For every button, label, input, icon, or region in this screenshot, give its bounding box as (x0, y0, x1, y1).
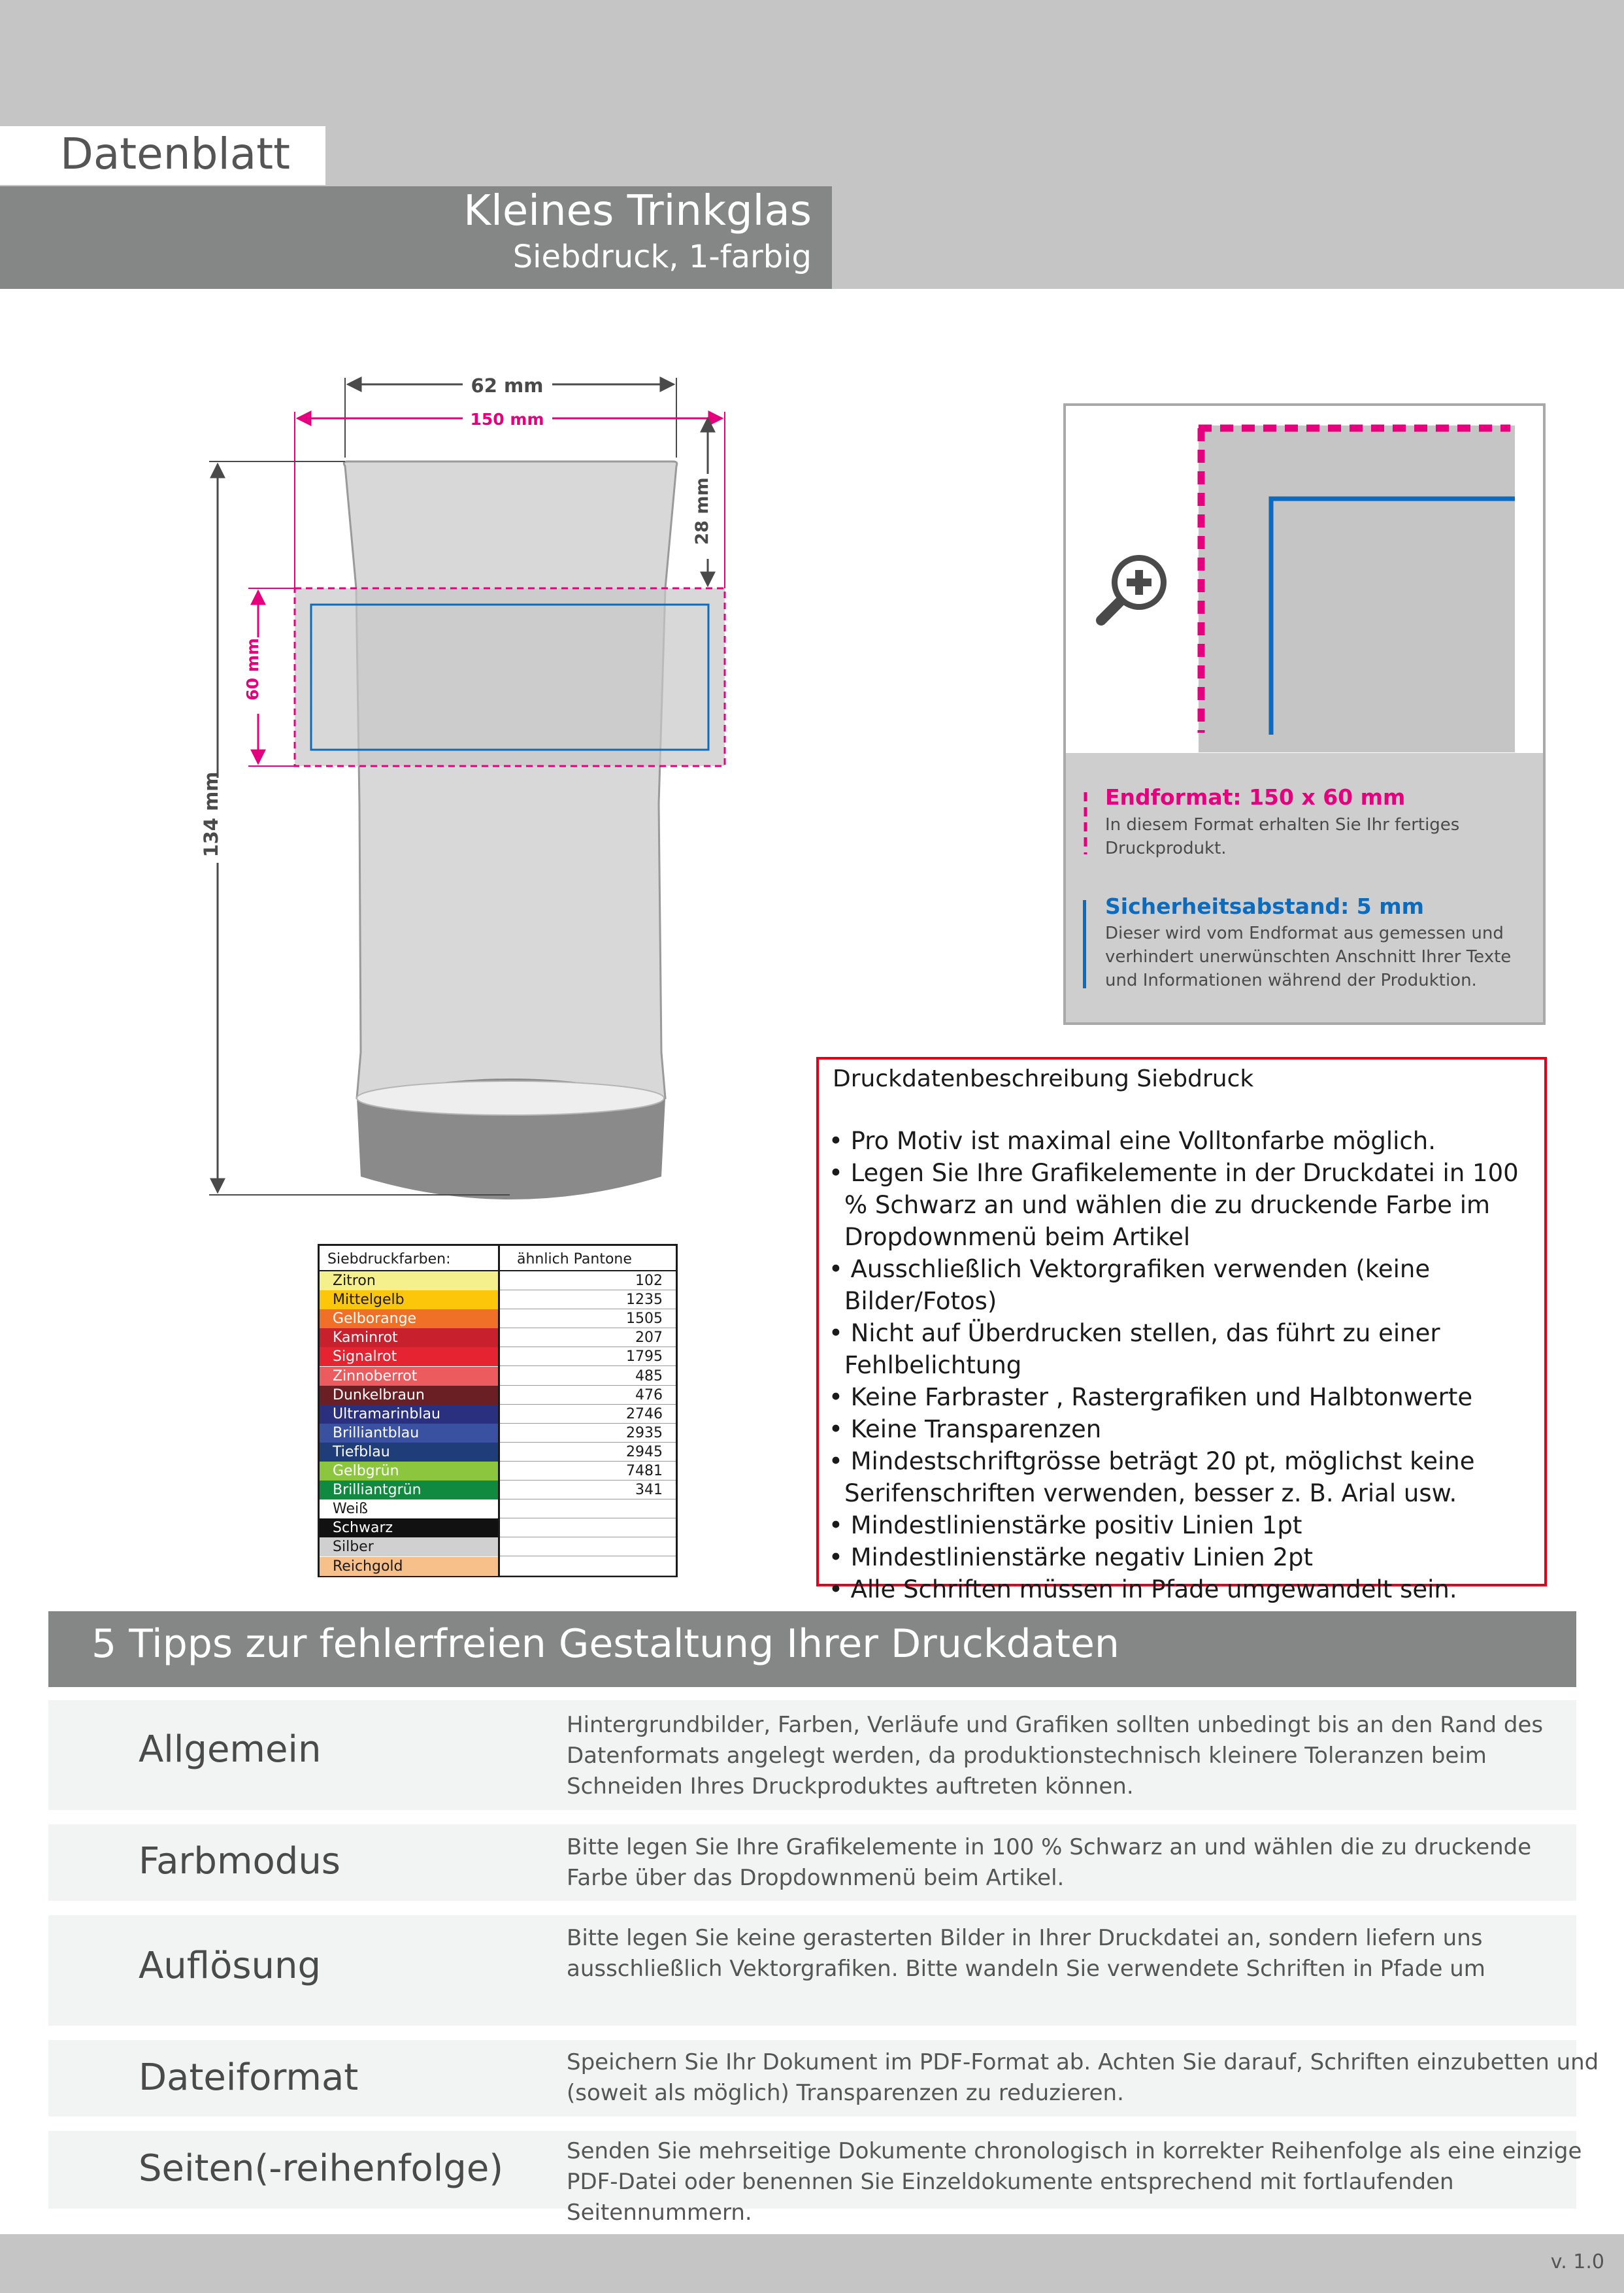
color-name: Brilliantgrün (320, 1481, 498, 1499)
color-name: Ultramarinblau (320, 1405, 498, 1424)
list-item: • Mindestlinienstärke negativ Linien 2pt (829, 1543, 1314, 1571)
dim-height-label: 134 mm (200, 771, 222, 858)
zoom-detail (1066, 406, 1543, 753)
safety-title: Sicherheitsabstand: 5 mm (1105, 894, 1424, 919)
tip-label: Seiten(-reihenfolge) (139, 2147, 504, 2190)
pantone-value: 1795 (500, 1347, 676, 1366)
table-header-name: Siebdruckfarben: (327, 1251, 451, 1267)
color-name: Zitron (320, 1271, 498, 1290)
tip-row-seiten (48, 2131, 1582, 2226)
endformat-text: In diesem Format erhalten Sie Ihr fertiges Druckprodukt. (1105, 815, 1460, 858)
tip-label: Dateiformat (139, 2056, 359, 2099)
endformat-dashed-marker (1082, 792, 1089, 854)
list-item: • Mindestlinienstärke positiv Linien 1pt (829, 1511, 1302, 1539)
pantone-value: 2746 (500, 1405, 676, 1424)
pantone-value: 485 (500, 1367, 676, 1386)
pantone-value (500, 1537, 676, 1556)
list-item: • Legen Sie Ihre Grafikelemente in der Druckdatei in 100 % Schwarz an und wählen die zu druckende Farbe im Dropdownmenü beim Artikel (829, 1159, 1519, 1251)
glass-base-ellipse (357, 1081, 664, 1115)
pantone-value: 207 (500, 1328, 676, 1347)
dim-width-label: 62 mm (471, 375, 544, 397)
pantone-value: 1505 (500, 1309, 676, 1328)
list-item: • Keine Farbraster , Rastergrafiken und Halbtonwerte (829, 1383, 1473, 1411)
list-item: • Mindestschriftgrösse beträgt 20 pt, möglichst keine Serifenschriften verwenden, besser z. B. Arial usw. (829, 1447, 1475, 1507)
color-name: Tiefblau (320, 1443, 498, 1462)
tip-label: Allgemein (139, 1728, 322, 1771)
color-name: Brilliantblau (320, 1424, 498, 1443)
tip-row-allgemein (48, 1700, 1576, 1810)
tip-row-dateiformat (48, 2040, 1599, 2117)
safety-marker (1083, 900, 1086, 988)
pantone-value: 7481 (500, 1462, 676, 1481)
doc-label: Datenblatt (60, 129, 291, 179)
tip-text: Speichern Sie Ihr Dokument im PDF-Format ab. Achten Sie darauf, Schriften einzubetten und (soweit als möglich) Transparenzen zu reduzieren. (567, 2049, 1599, 2106)
color-name: Gelbgrün (320, 1462, 498, 1481)
color-name: Silber (320, 1537, 498, 1556)
color-name: Schwarz (320, 1518, 498, 1537)
colors-table (318, 1244, 678, 1577)
color-name: Dunkelbraun (320, 1386, 498, 1405)
list-item: • Pro Motiv ist maximal eine Volltonfarbe möglich. (829, 1127, 1436, 1155)
glass-body (344, 461, 677, 1105)
product-title: Kleines Trinkglas (463, 187, 812, 235)
color-name: Kaminrot (320, 1328, 498, 1347)
dim-top-offset-label: 28 mm (692, 477, 712, 545)
tip-label: Farbmodus (139, 1840, 340, 1883)
print-description-list (829, 1125, 1541, 1605)
safety-text: Dieser wird vom Endformat aus gemessen und verhindert unerwünschten Anschnitt Ihrer Texte und Informationen während der Produktion. (1105, 924, 1512, 990)
pantone-value: 1235 (500, 1290, 676, 1309)
pantone-value: 476 (500, 1386, 676, 1405)
zoom-legend-info (1066, 753, 1543, 1022)
print-description-title: Druckdatenbeschreibung Siebdruck (833, 1065, 1254, 1092)
pantone-value: 102 (500, 1271, 676, 1290)
tip-text: Hintergrundbilder, Farben, Verläufe und Grafiken sollten unbedingt bis an den Rand des Datenformats angelegt werden, da produktionstechnisch kleinere Toleranzen beim Schneiden Ihres Druckproduktes auftreten können. (567, 1712, 1544, 1799)
list-item: • Alle Schriften müssen in Pfade umgewandelt sein. (829, 1575, 1457, 1603)
dim-print-height-label: 60 mm (243, 638, 262, 701)
print-area (295, 588, 725, 766)
pantone-value: 2935 (500, 1424, 676, 1443)
product-subtitle: Siebdruck, 1-farbig (512, 239, 812, 275)
dim-print-width-label: 150 mm (470, 410, 544, 429)
tip-text: Senden Sie mehrseitige Dokumente chronologisch in korrekter Reihenfolge als eine einzige PDF-Datei oder benennen Sie Einzeldokumente entsprechend mit fortlaufenden Seitennummern. (567, 2138, 1582, 2226)
footer-band (0, 2234, 1624, 2293)
endformat-title: Endformat: 150 x 60 mm (1105, 784, 1406, 810)
tip-label: Auflösung (139, 1945, 322, 1987)
list-item: • Nicht auf Überdrucken stellen, das führt zu einer Fehlbelichtung (829, 1319, 1440, 1379)
color-name: Signalrot (320, 1347, 498, 1366)
color-name: Mittelgelb (320, 1290, 498, 1309)
table-header-pantone: ähnlich Pantone (517, 1251, 632, 1267)
list-item: • Keine Transparenzen (829, 1415, 1102, 1443)
tip-row-farbmodus (48, 1824, 1576, 1901)
color-name: Reichgold (320, 1557, 498, 1576)
list-item: • Ausschließlich Vektorgrafiken verwenden (keine Bilder/Fotos) (829, 1255, 1431, 1315)
tip-row-aufloesung (48, 1915, 1576, 2026)
color-name: Gelborange (320, 1309, 498, 1328)
pantone-value: 2945 (500, 1443, 676, 1462)
magnifier-plus-icon (1101, 555, 1167, 620)
glass-diagram (0, 353, 784, 1203)
pantone-value (500, 1518, 676, 1537)
pantone-value (500, 1557, 676, 1576)
pantone-value (500, 1499, 676, 1518)
color-name: Weiß (320, 1499, 498, 1518)
pantone-value: 341 (500, 1481, 676, 1499)
version-label: v. 1.0 (1550, 2251, 1604, 2273)
color-name: Zinnoberrot (320, 1367, 498, 1386)
tips-title: 5 Tipps zur fehlerfreien Gestaltung Ihrer Druckdaten (91, 1621, 1119, 1667)
tip-text: Bitte legen Sie keine gerasterten Bilder in Ihrer Druckdatei an, sondern liefern uns ausschließlich Vektorgrafiken. Bitte wandeln Sie verwendete Schriften in Pfade um (567, 1925, 1485, 1982)
tip-text: Bitte legen Sie Ihre Grafikelemente in 100 % Schwarz an und wählen die zu druckende Farbe über das Dropdownmenü beim Artikel. (567, 1834, 1532, 1891)
